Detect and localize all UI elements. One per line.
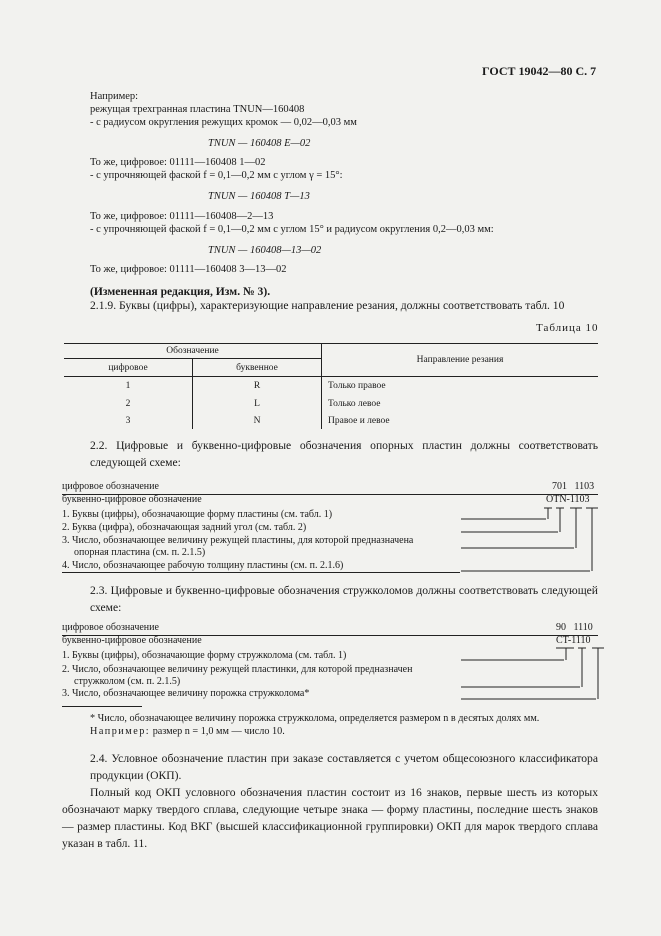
cell-digital: 3 bbox=[64, 412, 193, 429]
scheme2-item: 2. Число, обозначающее величину режущей пластинки, для которой предназначен bbox=[62, 664, 413, 675]
table-header-letter: буквенное bbox=[193, 359, 322, 377]
scheme1-label-digital: цифровое обозначение bbox=[62, 481, 159, 492]
footnote-body: * Число, обозначающее величину порожка стружколома, определяется размером n в десятых долях мм. bbox=[90, 713, 540, 724]
example-line: - с упрочняющей фаской f = 0,1—0,2 мм с углом 15° и радиусом округления 0,2—0,03 мм: bbox=[90, 224, 494, 235]
scheme1-connectors bbox=[456, 505, 606, 575]
scheme2-connectors bbox=[456, 645, 606, 705]
scheme2-code-digital: 90 1110 bbox=[556, 622, 593, 633]
scheme1-item: 1. Буквы (цифры), обозначающие форму пластины (см. табл. 1) bbox=[62, 509, 333, 520]
scheme2-code-alnum: CT-1110 bbox=[556, 635, 591, 646]
table-row bbox=[64, 377, 598, 396]
scheme1-label-alnum: буквенно-цифровое обозначение bbox=[62, 494, 202, 505]
scheme2-item: 3. Число, обозначающее величину порожка стружколома* bbox=[62, 688, 310, 699]
table-header-digital: цифровое bbox=[64, 359, 193, 377]
example-formula: TNUN — 160408 E—02 bbox=[208, 138, 311, 149]
example-line: То же, цифровое: 01111—160408 1—02 bbox=[90, 157, 266, 168]
example-line: То же, цифровое: 01111—160408 3—13—02 bbox=[90, 264, 287, 275]
cell-digital: 2 bbox=[64, 395, 193, 412]
table-header-direction: Направление резания bbox=[322, 344, 599, 377]
example-intro: Например: bbox=[90, 91, 139, 102]
cell-direction: Правое и левое bbox=[328, 415, 390, 426]
page-header: ГОСТ 19042—80 С. 7 bbox=[482, 64, 597, 78]
clause-2-1-9: 2.1.9. Буквы (цифры), характеризующие направление резания, должны соответствовать табл. 10 bbox=[90, 299, 565, 312]
cell-letter: R bbox=[193, 377, 322, 396]
footnote-example-label: Например: bbox=[90, 726, 151, 737]
scheme2-label-digital: цифровое обозначение bbox=[62, 622, 159, 633]
example-line: - с упрочняющей фаской f = 0,1—0,2 мм с углом γ = 15°: bbox=[90, 170, 343, 181]
clause-2-3: 2.3. Цифровые и буквенно-цифровые обозначения стружколомов должны соответствовать следующей схеме: bbox=[90, 584, 598, 614]
scheme1-code-alnum: OTN-1103 bbox=[546, 494, 590, 505]
cell-direction: Только левое bbox=[328, 398, 381, 409]
table-10 bbox=[64, 343, 598, 429]
scheme1-code-digital: 701 1103 bbox=[552, 481, 595, 492]
example-line: режущая трехгранная пластина TNUN—160408 bbox=[90, 104, 305, 115]
clause-2-4: 2.4. Условное обозначение пластин при заказе составляется с учетом общесоюзного классификатора продукции (ОКП). bbox=[90, 752, 598, 782]
footnote-text bbox=[90, 713, 539, 724]
example-line: То же, цифровое: 01111—160408—2—13 bbox=[90, 211, 274, 222]
scheme2-item: стружколом (см. п. 2.1.5) bbox=[74, 676, 181, 687]
scheme1-item: 4. Число, обозначающее рабочую толщину пластины (см. п. 2.1.6) bbox=[62, 560, 344, 571]
example-formula: TNUN — 160408—13—02 bbox=[208, 245, 322, 256]
table-row bbox=[64, 395, 598, 412]
cell-letter: L bbox=[193, 395, 322, 412]
okp-paragraph: Полный код ОКП условного обозначения пластин состоит из 16 знаков, первые шесть из которых обозначают марку твердого сплава, следующие четыре знака — форму пластины, последние шесть знаков — размер пластины. Код ВКГ (высшей классификационной группировки) ОКП для марок твердого сплава указан в табл. 11. bbox=[62, 786, 598, 850]
scheme1-item: 2. Буква (цифра), обозначающая задний угол (см. табл. 2) bbox=[62, 522, 307, 533]
scheme2-item: 1. Буквы (цифры), обозначающие форму стружколома (см. табл. 1) bbox=[62, 650, 347, 661]
cell-direction: Только правое bbox=[322, 377, 599, 396]
table-caption: Таблица 10 bbox=[536, 322, 599, 334]
scheme1-bottom-rule bbox=[62, 572, 460, 573]
table-header-group: Обозначение bbox=[64, 344, 322, 359]
footnote-example bbox=[90, 726, 285, 737]
example-formula: TNUN — 160408 T—13 bbox=[208, 191, 310, 202]
footnote-rule bbox=[62, 706, 142, 707]
example-line: - с радиусом округления режущих кромок — 0,02—0,03 мм bbox=[90, 117, 357, 128]
cell-digital: 1 bbox=[64, 377, 193, 396]
clause-2-2: 2.2. Цифровые и буквенно-цифровые обозначения опорных пластин должны соответствовать следующей схеме: bbox=[90, 439, 598, 469]
table-row bbox=[64, 412, 598, 429]
scheme1-item: 3. Число, обозначающее величину режущей пластины, для которой предназначена bbox=[62, 535, 414, 546]
scheme2-label-alnum: буквенно-цифровое обозначение bbox=[62, 635, 202, 646]
footnote-example-text: размер n = 1,0 мм — число 10. bbox=[150, 726, 285, 737]
revision-note: (Измененная редакция, Изм. № 3). bbox=[90, 285, 271, 298]
cell-letter: N bbox=[193, 412, 322, 429]
scheme1-item: опорная пластина (см. п. 2.1.5) bbox=[74, 547, 206, 558]
